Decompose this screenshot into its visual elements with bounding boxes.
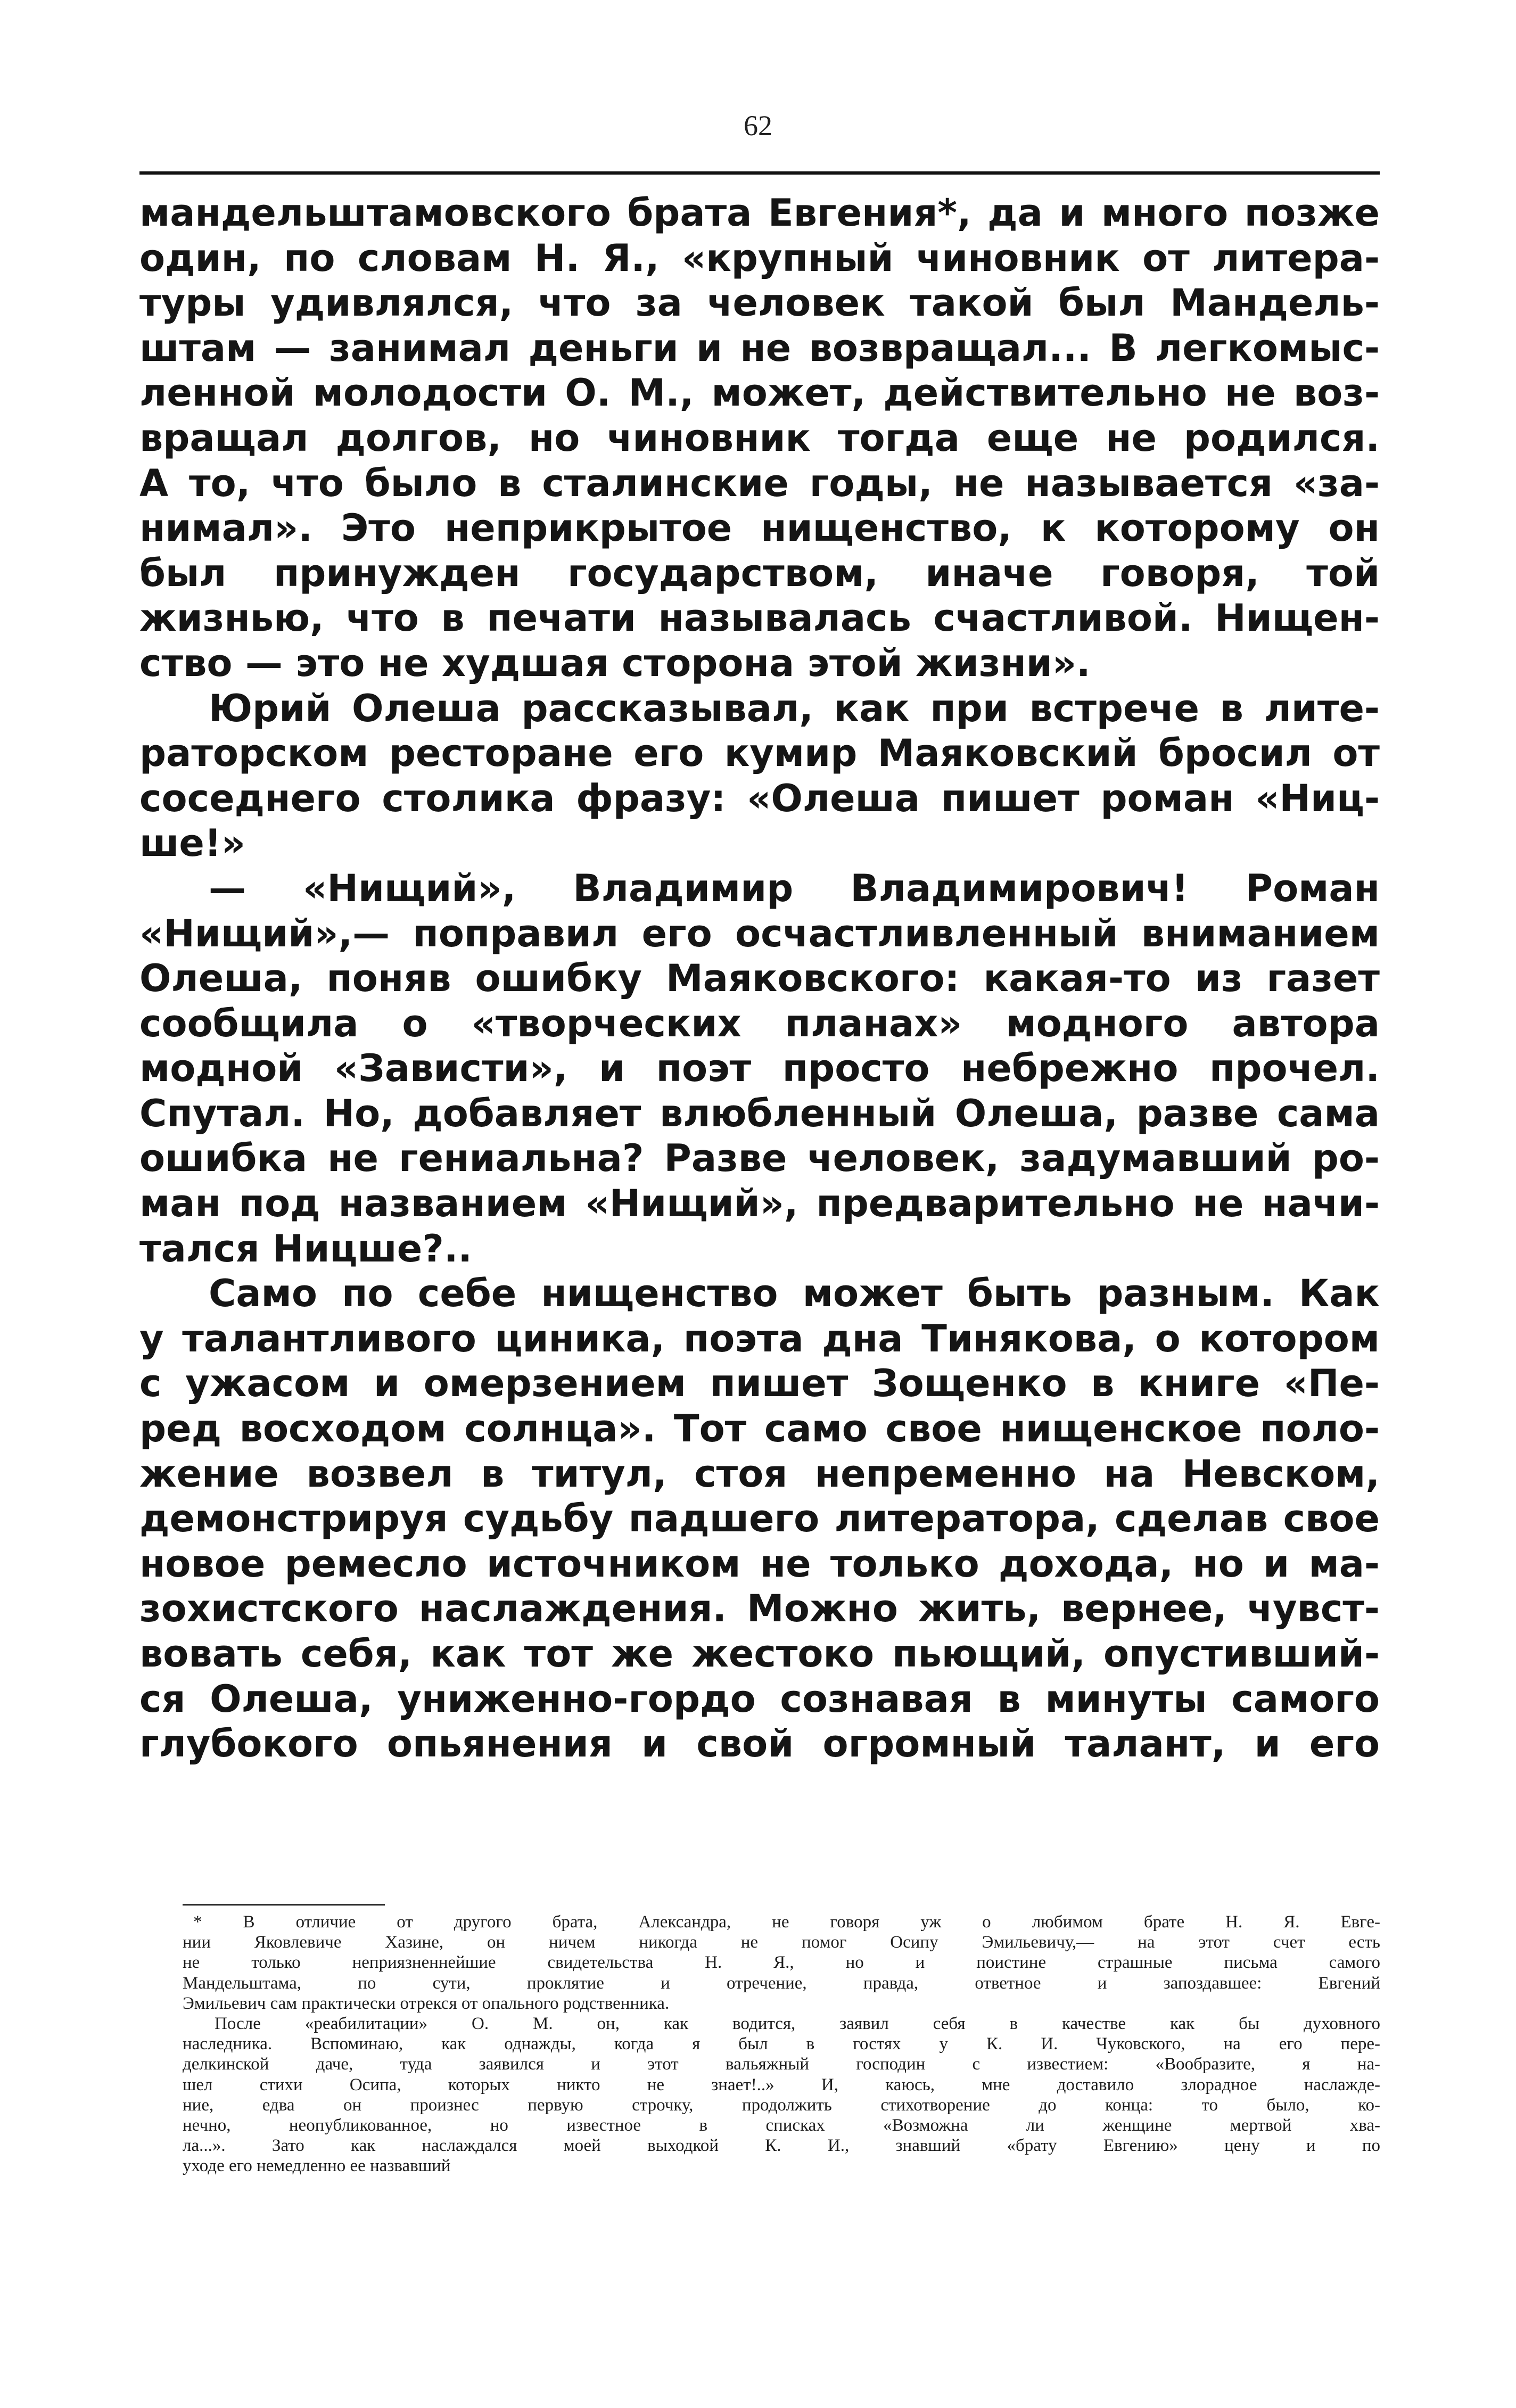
footnote-rule (183, 1904, 385, 1906)
footnote-line: Мандельштама, по сути, проклятие и отречение, правда, ответное и запоздавшее: Евгений (183, 1973, 1380, 1993)
text-line: глубокого опьянения и свой огромный талант, и его (139, 1722, 1380, 1766)
text-line: жение возвел в титул, стоя непременно на Невском, (139, 1452, 1380, 1496)
text-line: ше!» (139, 821, 245, 865)
text-line: зохистского наслаждения. Можно жить, вернее, чувст- (139, 1587, 1380, 1631)
text-line: штам — занимал деньги и не возвращал... В легкомыс- (139, 326, 1380, 370)
text-line: модной «Зависти», и поэт просто небрежно прочел. (139, 1046, 1380, 1091)
text-line: А то, что было в сталинские годы, не называется «за- (139, 461, 1380, 505)
footnote-line: Эмильевич сам практически отрекся от опального родственника. (183, 1993, 670, 2013)
text-line: нимал». Это неприкрытое нищенство, к которому он (139, 506, 1380, 550)
text-line: раторском ресторане его кумир Маяковский бросил от (139, 731, 1380, 776)
text-line: жизнью, что в печати называлась счастливой. Нищен- (139, 596, 1380, 640)
footnote-line: делкинской даче, туда заявился и этот вальяжный господин с известием: «Вообразите, я на- (183, 2055, 1380, 2074)
text-line: у талантливого циника, поэта дна Тинякова, о котором (139, 1316, 1380, 1360)
footnote-line: ние, едва он произнес первую строчку, продолжить стихотворение до конца: то было, ко- (183, 2095, 1380, 2115)
text-line: туры удивлялся, что за человек такой был Мандель- (139, 281, 1380, 325)
footnote-line: шел стихи Осипа, которых никто не знает!..» И, каюсь, мне доставило злорадное наслажде- (183, 2075, 1380, 2094)
text-line: ошибка не гениальна? Разве человек, задумавший ро- (139, 1136, 1380, 1181)
text-line: соседнего столика фразу: «Олеша пишет роман «Ниц- (139, 776, 1380, 820)
text-line: «Нищий»,— поправил его осчастливленный вниманием (139, 911, 1380, 955)
footnote-line: уходе его немедленно ее назвавший (183, 2156, 451, 2176)
text-line: демонстрируя судьбу падшего литератора, сделав свое (139, 1497, 1380, 1541)
text-line: Олеша, поняв ошибку Маяковского: какая-то из газет (139, 956, 1380, 1001)
text-line: ред восходом солнца». Тот само свое нищенское поло- (139, 1407, 1380, 1451)
text-line: ленной молодости О. М., может, действительно не воз- (139, 371, 1380, 415)
text-line: ся Олеша, униженно-гордо сознавая в минуты самого (139, 1677, 1380, 1721)
header-rule (139, 171, 1380, 175)
text-line: новое ремесло источником не только дохода, но и ма- (139, 1541, 1380, 1586)
text-line: Само по себе нищенство может быть разным. Как (209, 1272, 1380, 1316)
text-line: вовать себя, как тот же жестоко пьющий, опустивший- (139, 1632, 1380, 1676)
text-line: ство — это не худшая сторона этой жизни». (139, 641, 1091, 685)
footnote-line: После «реабилитации» О. М. он, как водится, заявил себя в качестве как бы духовного (215, 2014, 1380, 2033)
text-line: Спутал. Но, добавляет влюбленный Олеша, разве сама (139, 1091, 1380, 1135)
text-line: сообщила о «творческих планах» модного автора (139, 1001, 1380, 1045)
text-line: один, по словам Н. Я., «крупный чиновник от литера- (139, 236, 1380, 280)
text-line: был принужден государством, иначе говоря, той (139, 551, 1380, 595)
footnote-line: нечно, неопубликованное, но известное в списках «Возможна ли женщине мертвой хва- (183, 2115, 1380, 2135)
footnotes (183, 1912, 1380, 2176)
footnote-line: нии Яковлевиче Хазине, он ничем никогда не помог Осипу Эмильевичу,— на этот счет есть (183, 1933, 1380, 1952)
text-line: вращал долгов, но чиновник тогда еще не родился. (139, 416, 1380, 460)
text-line: мандельштамовского брата Евгения*, да и много позже (139, 191, 1380, 235)
text-line: ман под названием «Нищий», предварительно не начи- (139, 1182, 1380, 1226)
page-number: 62 (744, 110, 772, 142)
text-line: с ужасом и омерзением пишет Зощенко в книге «Пе- (139, 1362, 1380, 1406)
footnote-line: * В отличие от другого брата, Александра, не говоря уж о любимом брате Н. Я. Евге- (193, 1912, 1380, 1932)
footnote-line: наследника. Вспоминаю, как однажды, когда я был в гостях у К. И. Чуковского, на его пере- (183, 2034, 1380, 2054)
text-line: Юрий Олеша рассказывал, как при встрече в лите- (209, 686, 1380, 730)
footnote-line: не только неприязненнейшие свидетельства Н. Я., но и поистине страшные письма самого (183, 1953, 1380, 1973)
text-line: тался Ницше?.. (139, 1226, 473, 1271)
footnote-line: ла...». Зато как наслаждался моей выходкой К. И., знавший «брату Евгению» цену и по (183, 2136, 1380, 2156)
main-text (139, 191, 1380, 1767)
text-line: — «Нищий», Владимир Владимирович! Роман (209, 866, 1380, 910)
